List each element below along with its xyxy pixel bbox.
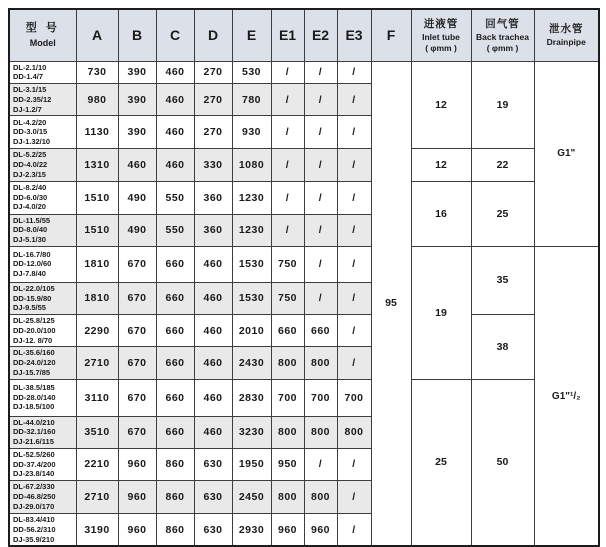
value-cell-e3: / bbox=[337, 61, 371, 84]
inlet-size-cell: 12 bbox=[411, 61, 471, 149]
value-cell-e1: 800 bbox=[271, 481, 304, 514]
col-header-e: E bbox=[232, 9, 271, 61]
model-line: DJ-2.3/15 bbox=[13, 169, 46, 179]
spec-sheet bbox=[8, 8, 600, 547]
back-header-unit: ( φmm ) bbox=[486, 42, 519, 53]
value-cell-a: 1510 bbox=[76, 181, 118, 214]
value-cell-a: 1810 bbox=[76, 246, 118, 282]
value-cell-e3: / bbox=[337, 116, 371, 149]
model-cell bbox=[9, 181, 76, 214]
value-cell-b: 670 bbox=[118, 315, 156, 347]
model-header-en: Model bbox=[29, 37, 56, 48]
drain-size-cell: G1"¹/₂ bbox=[534, 246, 599, 546]
value-cell-e1: 800 bbox=[271, 416, 304, 448]
value-cell-b: 670 bbox=[118, 379, 156, 416]
value-cell-c: 660 bbox=[156, 347, 194, 379]
value-cell-a: 2210 bbox=[76, 448, 118, 480]
model-line: DJ-5.1/30 bbox=[13, 235, 46, 244]
model-line: DL-52.5/260 bbox=[13, 449, 55, 459]
value-cell-b: 960 bbox=[118, 481, 156, 514]
value-cell-b: 670 bbox=[118, 416, 156, 448]
value-cell-e2: / bbox=[304, 149, 337, 181]
model-line: DD-24.0/120 bbox=[13, 358, 56, 367]
value-cell-c: 860 bbox=[156, 448, 194, 480]
value-cell-a: 3190 bbox=[76, 514, 118, 547]
col-header-f: F bbox=[371, 9, 411, 61]
value-cell-b: 670 bbox=[118, 246, 156, 282]
model-line: DJ-15.7/85 bbox=[13, 367, 51, 377]
value-cell-e2: 960 bbox=[304, 514, 337, 547]
col-header-d: D bbox=[194, 9, 232, 61]
value-cell-c: 660 bbox=[156, 416, 194, 448]
inlet-header-unit: ( φmm ) bbox=[425, 42, 457, 53]
col-header-a: A bbox=[76, 9, 118, 61]
value-cell-e2: 800 bbox=[304, 481, 337, 514]
value-cell-a: 2290 bbox=[76, 315, 118, 347]
model-line: DJ-18.5/100 bbox=[13, 402, 55, 412]
value-cell-e: 530 bbox=[232, 61, 271, 84]
value-cell-e: 1530 bbox=[232, 246, 271, 282]
value-cell-c: 860 bbox=[156, 514, 194, 547]
inlet-size-cell: 19 bbox=[411, 246, 471, 379]
table-row bbox=[9, 315, 599, 347]
model-line: DD-56.2/310 bbox=[13, 524, 56, 534]
model-line: DL-67.2/330 bbox=[13, 482, 55, 492]
value-cell-e3: / bbox=[337, 347, 371, 379]
model-line: DL-35.6/160 bbox=[13, 348, 55, 358]
value-cell-c: 460 bbox=[156, 149, 194, 181]
value-cell-e3: / bbox=[337, 481, 371, 514]
value-cell-d: 270 bbox=[194, 61, 232, 84]
value-cell-e3: / bbox=[337, 448, 371, 480]
value-cell-e: 1230 bbox=[232, 214, 271, 246]
model-line: DD-28.0/140 bbox=[13, 392, 56, 402]
value-cell-e1: 950 bbox=[271, 448, 304, 480]
value-cell-e1: / bbox=[271, 149, 304, 181]
table-row bbox=[9, 379, 599, 416]
value-cell-e3: / bbox=[337, 214, 371, 246]
table-row bbox=[9, 149, 599, 181]
model-line: DL-4.2/20 bbox=[13, 117, 47, 127]
model-line: DL-22.0/105 bbox=[13, 283, 55, 293]
value-cell-a: 3110 bbox=[76, 379, 118, 416]
value-cell-e1: 800 bbox=[271, 347, 304, 379]
col-header-inlet-tube bbox=[411, 9, 471, 61]
table-body bbox=[9, 61, 599, 546]
table-row bbox=[9, 181, 599, 214]
value-cell-d: 460 bbox=[194, 379, 232, 416]
model-cell bbox=[9, 246, 76, 282]
value-cell-c: 460 bbox=[156, 116, 194, 149]
model-line: DJ-1.32/10 bbox=[13, 137, 51, 147]
model-line: DL-3.1/15 bbox=[13, 85, 47, 94]
value-cell-b: 390 bbox=[118, 61, 156, 84]
model-line: DJ-35.9/210 bbox=[13, 534, 55, 544]
model-line: DJ-23.8/140 bbox=[13, 469, 55, 479]
model-cell bbox=[9, 84, 76, 116]
value-cell-e1: 750 bbox=[271, 246, 304, 282]
value-cell-e: 2830 bbox=[232, 379, 271, 416]
value-cell-c: 860 bbox=[156, 481, 194, 514]
back-header-en: Back trachea bbox=[476, 31, 529, 42]
col-header-c: C bbox=[156, 9, 194, 61]
value-cell-d: 330 bbox=[194, 149, 232, 181]
value-cell-e3: / bbox=[337, 181, 371, 214]
col-header-e1: E1 bbox=[271, 9, 304, 61]
value-cell-e1: / bbox=[271, 181, 304, 214]
value-cell-d: 270 bbox=[194, 84, 232, 116]
value-cell-e2: / bbox=[304, 282, 337, 314]
inlet-header-en: Inlet tube bbox=[422, 31, 460, 42]
value-cell-a: 1510 bbox=[76, 214, 118, 246]
value-cell-e2: 800 bbox=[304, 347, 337, 379]
value-cell-e2: / bbox=[304, 448, 337, 480]
value-cell-c: 660 bbox=[156, 315, 194, 347]
model-line: DJ-7.8/40 bbox=[13, 269, 46, 279]
col-header-back-trachea bbox=[471, 9, 534, 61]
col-header-e2: E2 bbox=[304, 9, 337, 61]
value-cell-c: 460 bbox=[156, 61, 194, 84]
value-cell-c: 660 bbox=[156, 379, 194, 416]
value-cell-c: 550 bbox=[156, 214, 194, 246]
value-cell-e1: / bbox=[271, 84, 304, 116]
value-cell-d: 460 bbox=[194, 416, 232, 448]
model-line: DJ-9.5/55 bbox=[13, 303, 46, 313]
value-cell-e1: 660 bbox=[271, 315, 304, 347]
value-cell-e2: / bbox=[304, 181, 337, 214]
model-cell bbox=[9, 315, 76, 347]
value-cell-e3: / bbox=[337, 246, 371, 282]
value-cell-b: 670 bbox=[118, 282, 156, 314]
value-cell-b: 670 bbox=[118, 347, 156, 379]
value-cell-e: 1530 bbox=[232, 282, 271, 314]
model-line: DD-46.8/250 bbox=[13, 492, 56, 502]
f-value-cell: 95 bbox=[371, 61, 411, 546]
value-cell-b: 490 bbox=[118, 214, 156, 246]
value-cell-d: 630 bbox=[194, 481, 232, 514]
value-cell-a: 2710 bbox=[76, 481, 118, 514]
table-row bbox=[9, 246, 599, 282]
model-line: DD-32.1/160 bbox=[13, 427, 56, 437]
model-cell bbox=[9, 448, 76, 480]
model-cell bbox=[9, 282, 76, 314]
inlet-size-cell: 12 bbox=[411, 149, 471, 181]
value-cell-e: 2930 bbox=[232, 514, 271, 547]
value-cell-e: 2010 bbox=[232, 315, 271, 347]
model-line: DL-38.5/185 bbox=[13, 382, 55, 392]
value-cell-e3: 700 bbox=[337, 379, 371, 416]
value-cell-d: 630 bbox=[194, 448, 232, 480]
value-cell-e: 780 bbox=[232, 84, 271, 116]
model-cell bbox=[9, 116, 76, 149]
value-cell-a: 1130 bbox=[76, 116, 118, 149]
value-cell-e2: 800 bbox=[304, 416, 337, 448]
value-cell-e: 1230 bbox=[232, 181, 271, 214]
value-cell-e3: / bbox=[337, 84, 371, 116]
spec-table bbox=[8, 8, 600, 547]
model-line: DD-6.0/30 bbox=[13, 192, 48, 202]
value-cell-e: 2450 bbox=[232, 481, 271, 514]
back-size-cell: 25 bbox=[471, 181, 534, 246]
value-cell-e1: 700 bbox=[271, 379, 304, 416]
inlet-header-cn: 进液管 bbox=[423, 17, 459, 30]
value-cell-e1: 750 bbox=[271, 282, 304, 314]
value-cell-e2: / bbox=[304, 246, 337, 282]
value-cell-b: 960 bbox=[118, 514, 156, 547]
value-cell-d: 460 bbox=[194, 246, 232, 282]
value-cell-e1: / bbox=[271, 214, 304, 246]
back-size-cell: 38 bbox=[471, 315, 534, 380]
model-cell bbox=[9, 379, 76, 416]
value-cell-b: 390 bbox=[118, 84, 156, 116]
value-cell-a: 3510 bbox=[76, 416, 118, 448]
value-cell-e: 3230 bbox=[232, 416, 271, 448]
back-size-cell: 19 bbox=[471, 61, 534, 149]
model-line: DL-25.8/125 bbox=[13, 316, 55, 325]
model-cell bbox=[9, 214, 76, 246]
col-header-b: B bbox=[118, 9, 156, 61]
value-cell-d: 360 bbox=[194, 181, 232, 214]
model-line: DD-15.9/80 bbox=[13, 293, 52, 303]
value-cell-e1: 960 bbox=[271, 514, 304, 547]
value-cell-b: 460 bbox=[118, 149, 156, 181]
value-cell-e3: / bbox=[337, 514, 371, 547]
value-cell-e2: / bbox=[304, 116, 337, 149]
value-cell-d: 460 bbox=[194, 315, 232, 347]
value-cell-e3: / bbox=[337, 149, 371, 181]
value-cell-e2: / bbox=[304, 84, 337, 116]
value-cell-d: 460 bbox=[194, 347, 232, 379]
table-header bbox=[9, 9, 599, 61]
value-cell-d: 630 bbox=[194, 514, 232, 547]
value-cell-c: 660 bbox=[156, 282, 194, 314]
model-line: DL-16.7/80 bbox=[13, 249, 51, 259]
model-line: DJ-21.6/115 bbox=[13, 437, 54, 446]
value-cell-e1: / bbox=[271, 61, 304, 84]
drain-size-cell: G1" bbox=[534, 61, 599, 246]
model-line: DL-83.4/410 bbox=[13, 515, 55, 524]
model-header-cn: 型 号 bbox=[25, 21, 60, 34]
drain-header-cn: 泄水管 bbox=[549, 23, 584, 36]
model-line: DD-4.0/22 bbox=[13, 160, 48, 169]
value-cell-c: 550 bbox=[156, 181, 194, 214]
model-line: DJ-1.2/7 bbox=[13, 104, 42, 114]
value-cell-e1: / bbox=[271, 116, 304, 149]
model-line: DD-37.4/200 bbox=[13, 459, 56, 469]
back-size-cell: 22 bbox=[471, 149, 534, 181]
model-line: DJ-4.0/20 bbox=[13, 202, 46, 212]
value-cell-e: 930 bbox=[232, 116, 271, 149]
value-cell-d: 360 bbox=[194, 214, 232, 246]
value-cell-e: 1950 bbox=[232, 448, 271, 480]
value-cell-c: 660 bbox=[156, 246, 194, 282]
model-cell bbox=[9, 149, 76, 181]
model-line: DD-3.0/15 bbox=[13, 127, 48, 137]
value-cell-d: 270 bbox=[194, 116, 232, 149]
value-cell-a: 980 bbox=[76, 84, 118, 116]
value-cell-e3: 800 bbox=[337, 416, 371, 448]
value-cell-e2: 700 bbox=[304, 379, 337, 416]
model-line: DJ-12. 8/70 bbox=[13, 335, 53, 345]
value-cell-a: 1810 bbox=[76, 282, 118, 314]
value-cell-e2: / bbox=[304, 61, 337, 84]
drain-header-en: Drainpipe bbox=[546, 37, 586, 48]
header-row bbox=[9, 9, 599, 61]
value-cell-e3: / bbox=[337, 282, 371, 314]
value-cell-b: 390 bbox=[118, 116, 156, 149]
value-cell-c: 460 bbox=[156, 84, 194, 116]
back-size-cell: 35 bbox=[471, 246, 534, 314]
value-cell-a: 730 bbox=[76, 61, 118, 84]
value-cell-e: 1080 bbox=[232, 149, 271, 181]
model-line: DD-20.0/100 bbox=[13, 325, 56, 335]
value-cell-a: 2710 bbox=[76, 347, 118, 379]
model-cell bbox=[9, 347, 76, 379]
value-cell-e2: 660 bbox=[304, 315, 337, 347]
value-cell-e: 2430 bbox=[232, 347, 271, 379]
col-header-e3: E3 bbox=[337, 9, 371, 61]
model-line: DL-11.5/55 bbox=[13, 215, 51, 225]
model-cell bbox=[9, 481, 76, 514]
value-cell-a: 1310 bbox=[76, 149, 118, 181]
model-line: DJ-29.0/170 bbox=[13, 501, 55, 511]
value-cell-e3: / bbox=[337, 315, 371, 347]
model-line: DL-5.2/25 bbox=[13, 150, 47, 160]
back-header-cn: 回气管 bbox=[485, 17, 520, 30]
value-cell-b: 490 bbox=[118, 181, 156, 214]
model-line: DD-12.0/60 bbox=[13, 259, 52, 269]
table-row bbox=[9, 61, 599, 84]
model-line: DD-2.35/12 bbox=[13, 94, 52, 104]
model-cell bbox=[9, 514, 76, 547]
inlet-size-cell: 16 bbox=[411, 181, 471, 246]
value-cell-d: 460 bbox=[194, 282, 232, 314]
col-header-model bbox=[9, 9, 76, 61]
back-size-cell: 50 bbox=[471, 379, 534, 546]
inlet-size-cell: 25 bbox=[411, 379, 471, 546]
value-cell-e2: / bbox=[304, 214, 337, 246]
model-cell bbox=[9, 416, 76, 448]
model-line: DD-8.0/40 bbox=[13, 225, 48, 235]
model-cell bbox=[9, 61, 76, 84]
model-line: DL-44.0/210 bbox=[13, 417, 55, 427]
model-line: DL-2.1/10 bbox=[13, 62, 47, 72]
col-header-drainpipe bbox=[534, 9, 599, 61]
model-line: DD-1.4/7 bbox=[13, 72, 44, 82]
value-cell-b: 960 bbox=[118, 448, 156, 480]
model-line: DL-8.2/40 bbox=[13, 182, 47, 192]
